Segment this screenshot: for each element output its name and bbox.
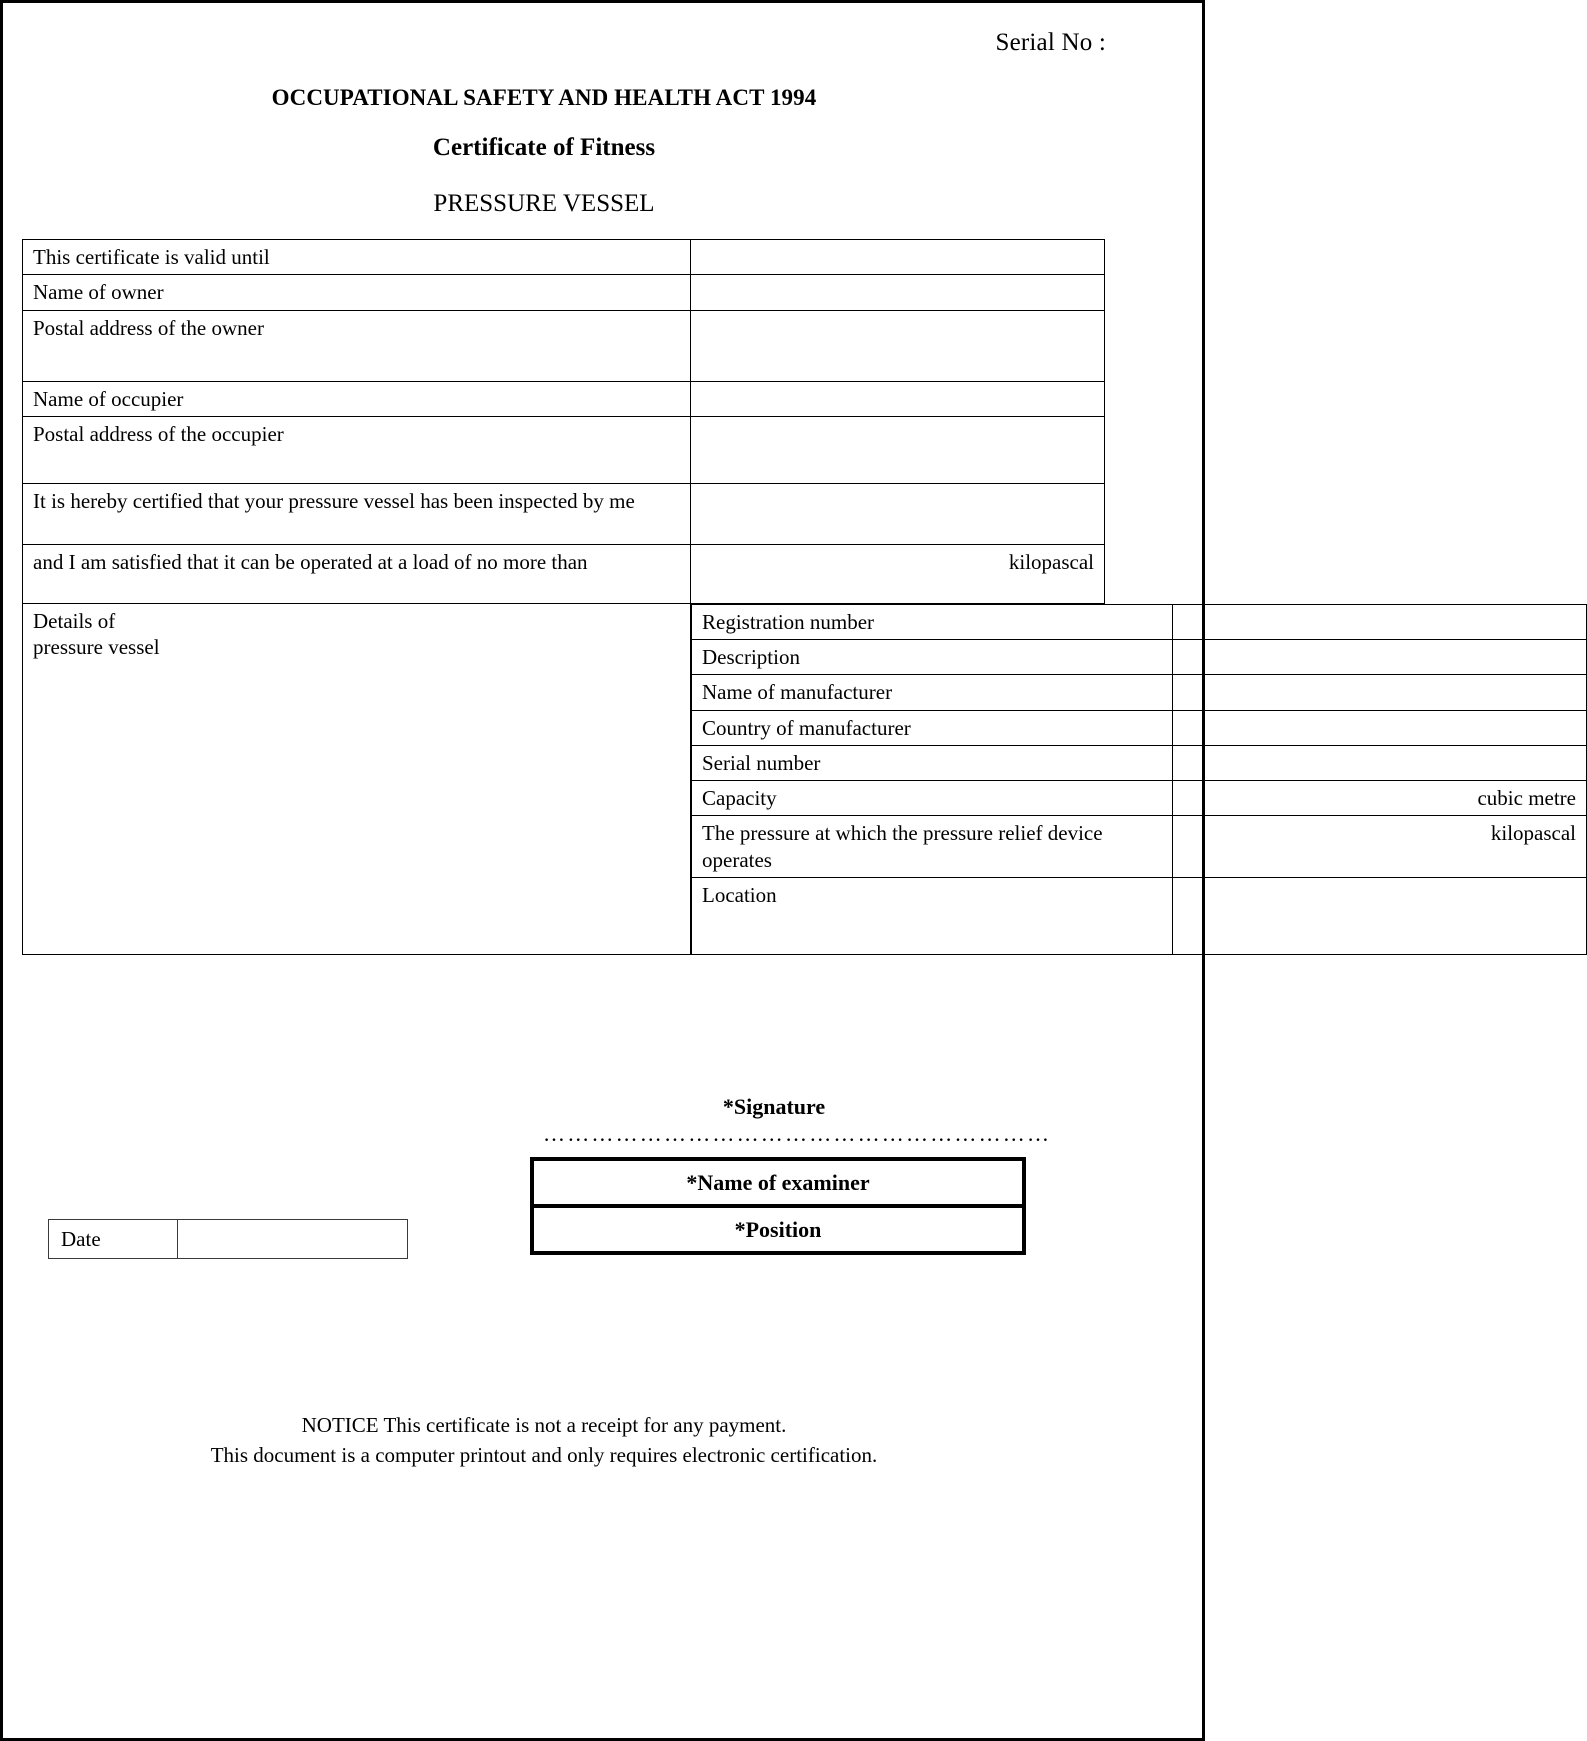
details-row	[23, 603, 1105, 955]
certificate-title: Certificate of Fitness	[432, 134, 656, 161]
table-row	[692, 816, 1587, 878]
table-row	[23, 275, 1105, 310]
row-value-occupier-name[interactable]	[691, 381, 1105, 416]
details-subtable-cell	[691, 603, 1576, 955]
pressure-vessel-details-table	[691, 604, 1587, 955]
table-row	[692, 877, 1587, 954]
examiner-box	[530, 1157, 1026, 1255]
row-value-valid-until[interactable]	[691, 240, 1105, 275]
row-value-owner-address[interactable]	[691, 310, 1105, 381]
detail-value-manufacturer-country[interactable]	[1173, 710, 1587, 745]
detail-unit-cubic-metre: cubic metre	[1173, 781, 1587, 816]
detail-label-relief-device-pressure: The pressure at which the pressure relief device operates	[692, 816, 1173, 878]
detail-label-manufacturer-name: Name of manufacturer	[692, 675, 1173, 710]
table-row	[692, 675, 1587, 710]
details-heading-line1: Details of	[33, 608, 116, 633]
position-label: *Position	[534, 1204, 1022, 1251]
row-label-valid-until: This certificate is valid until	[23, 240, 691, 275]
signature-label: *Signature	[722, 1094, 826, 1119]
table-row	[23, 240, 1105, 275]
date-box	[48, 1219, 408, 1259]
row-label-inspected: It is hereby certified that your pressure vessel has been inspected by me	[23, 483, 691, 544]
detail-unit-kilopascal: kilopascal	[1173, 816, 1587, 878]
row-label-max-load: and I am satisfied that it can be operated at a load of no more than	[23, 544, 691, 603]
date-value[interactable]	[178, 1220, 408, 1259]
table-row	[23, 416, 1105, 483]
table-row	[23, 544, 1105, 603]
details-heading-line2: pressure vessel	[33, 635, 160, 659]
serial-no-label: Serial No :	[995, 29, 1106, 56]
table-row	[692, 640, 1587, 675]
certificate-form-table	[22, 239, 1576, 955]
footer-notice	[3, 1410, 1085, 1471]
footer-notice-line2: This document is a computer printout and only requires electronic certification.	[210, 1443, 878, 1468]
detail-label-manufacturer-country: Country of manufacturer	[692, 710, 1173, 745]
table-row	[23, 310, 1105, 381]
detail-label-serial-number: Serial number	[692, 745, 1173, 780]
table-row	[49, 1220, 408, 1259]
certificate-subject: PRESSURE VESSEL	[433, 190, 655, 217]
row-label-owner-name: Name of owner	[23, 275, 691, 310]
detail-value-registration-number[interactable]	[1173, 604, 1587, 639]
date-label: Date	[49, 1220, 178, 1259]
table-row	[692, 604, 1587, 639]
detail-value-location[interactable]	[1173, 877, 1587, 954]
row-value-inspected[interactable]	[691, 483, 1105, 544]
detail-label-registration-number: Registration number	[692, 604, 1173, 639]
row-label-occupier-address: Postal address of the occupier	[23, 416, 691, 483]
row-value-occupier-address[interactable]	[691, 416, 1105, 483]
name-of-examiner-label: *Name of examiner	[686, 1170, 870, 1195]
row-value-owner-name[interactable]	[691, 275, 1105, 310]
row-label-occupier-name: Name of occupier	[23, 381, 691, 416]
detail-value-description[interactable]	[1173, 640, 1587, 675]
row-label-owner-address: Postal address of the owner	[23, 310, 691, 381]
details-of-pressure-vessel-label	[23, 603, 691, 955]
detail-label-capacity: Capacity	[692, 781, 1173, 816]
footer-notice-line1: NOTICE This certificate is not a receipt for any payment.	[301, 1413, 787, 1437]
table-row	[23, 483, 1105, 544]
detail-value-serial-number[interactable]	[1173, 745, 1587, 780]
act-title: OCCUPATIONAL SAFETY AND HEALTH ACT 1994	[271, 85, 817, 110]
detail-label-description: Description	[692, 640, 1173, 675]
detail-value-manufacturer-name[interactable]	[1173, 675, 1587, 710]
table-row	[692, 781, 1587, 816]
row-unit-kilopascal: kilopascal	[691, 544, 1105, 603]
table-row	[23, 381, 1105, 416]
table-row	[692, 710, 1587, 745]
table-row	[692, 745, 1587, 780]
signature-dotted-line[interactable]: ………………………………………………………	[543, 1121, 1052, 1146]
detail-label-location: Location	[692, 877, 1173, 954]
